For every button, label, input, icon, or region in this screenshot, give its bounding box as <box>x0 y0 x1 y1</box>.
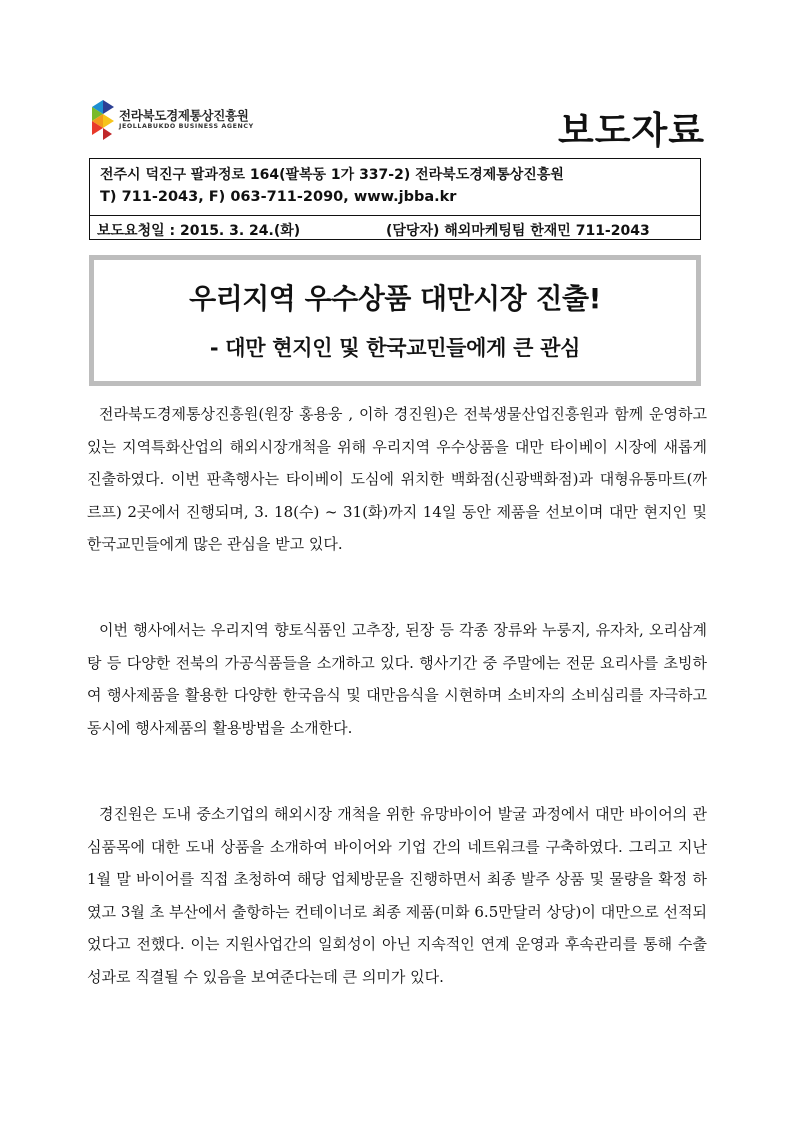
address-line: 전주시 덕진구 팔과정로 164(팔복동 1가 337-2) 전라북도경제통상진흥원 <box>100 167 564 183</box>
paragraph-text: 전라북도경제통상진흥원(원장 홍용웅 , 이하 경진원)은 전북생물산업진흥원과 함께 운영하고 있는 지역특화산업의 해외시장개척을 위해 우리지역 우수상품을 대만 타이베이 시장에 새롭게 진출하였다. 이번 판촉행사는 타이베이 도심에 위치한 백화점(신광백화점)과 대형유통마트(까르프) 2곳에서 진행되며, 3. 18(수) ~ 31(화)까지 14일 동안 제품을 선보이며 대만 현지인 및 한국교민들에게 많은 관심을 받고 있다. <box>87 405 707 553</box>
logo-name-kr: 전라북도경제통상진흥원 <box>119 108 249 123</box>
info-divider <box>90 215 700 216</box>
request-date: 보도요청일 : 2015. 3. 24.(화) <box>97 223 301 239</box>
agency-logo-icon <box>90 98 116 142</box>
doc-type-title: 보도자료 <box>558 109 705 152</box>
paragraph-3 <box>87 798 707 993</box>
paragraph-text: 경진원은 도내 중소기업의 해외시장 개척을 위한 유망바이어 발굴 과정에서 대만 바이어의 관심품목에 대한 도내 상품을 소개하여 바이어와 기업 간의 네트워크를 구축하였다. 그리고 지난 1월 말 바이어를 직접 초청하여 해당 업체방문을 진행하면서 최종 발주 상품 및 물량을 확정 하였고 3월 초 부산에서 출항하는 컨테이너로 최종 제품(미화 6.5만달러 상당)이 대만으로 선적되었다고 전했다. 이는 지원사업간의 일회성이 아닌 지속적인 연계 운영과 후속관리를 통해 수출성과로 직결될 수 있음을 보여준다는데 큰 의미가 있다. <box>87 805 707 986</box>
logo-name-en: JEOLLABUKDO BUSINESS AGENCY <box>119 123 254 130</box>
headline-box <box>89 255 701 386</box>
info-box <box>89 158 701 240</box>
paragraph-1 <box>87 398 707 561</box>
headline-title: 우리지역 우수상품 대만시장 진출! <box>189 282 601 315</box>
person-in-charge: (담당자) 해외마케팅팀 한재민 711-2043 <box>386 223 650 239</box>
paragraph-text: 이번 행사에서는 우리지역 향토식품인 고추장, 된장 등 각종 장류와 누룽지, 유자차, 오리삼계탕 등 다양한 전북의 가공식품들을 소개하고 있다. 행사기간 중 주말에는 전문 요리사를 초빙하여 행사제품을 활용한 다양한 한국음식 및 대만음식을 시현하며 소비자의 소비심리를 자극하고 동시에 행사제품의 활용방법을 소개한다. <box>87 621 707 737</box>
paragraph-2 <box>87 614 707 744</box>
contact-line: T) 711-2043, F) 063-711-2090, www.jbba.kr <box>100 189 457 205</box>
agency-logo <box>90 98 290 142</box>
headline-subtitle: - 대만 현지인 및 한국교민들에게 큰 관심 <box>209 336 581 360</box>
